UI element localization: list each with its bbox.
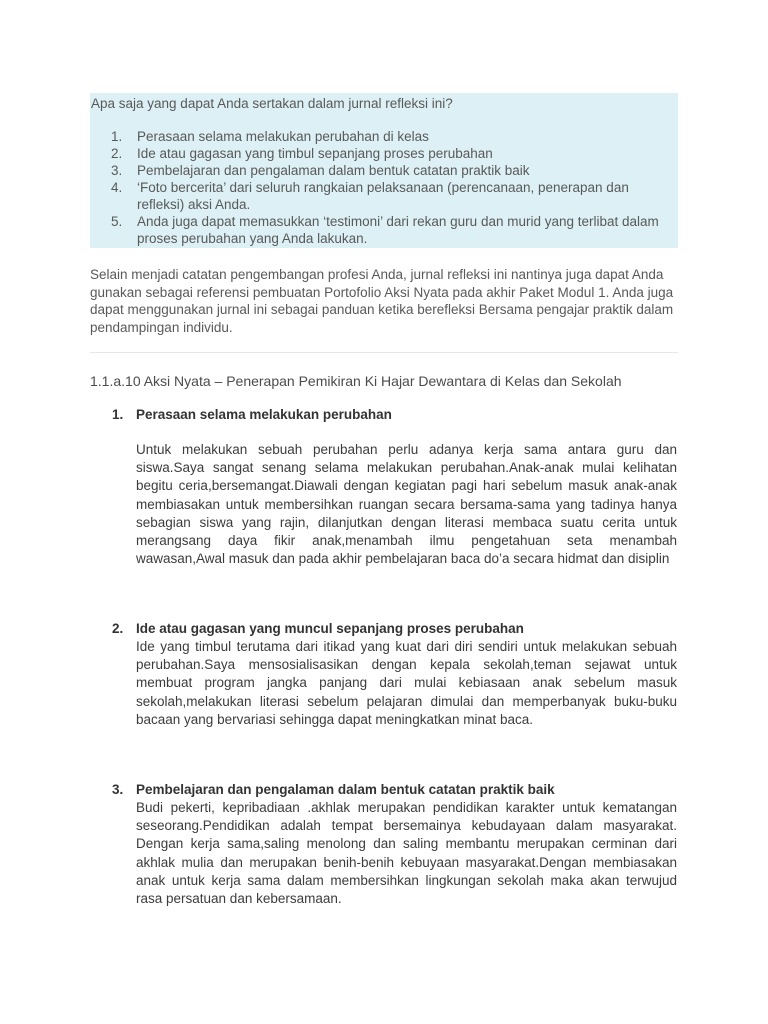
section-title: Pembelajaran dan pengalaman dalam bentuk catatan praktik baik (136, 782, 555, 797)
list-text: ‘Foto bercerita’ dari seluruh rangkaian pelaksanaan (perencanaan, penerapan dan refleksi) aksi Anda. (137, 180, 629, 212)
callout-list-item (90, 213, 678, 247)
list-number: 3. (111, 163, 123, 178)
reflection-callout-box (90, 93, 678, 248)
list-text: Ide atau gagasan yang timbul sepanjang proses perubahan (137, 146, 493, 161)
list-text: Perasaan selama melakukan perubahan di kelas (137, 129, 429, 144)
section-number: 1. (112, 407, 124, 422)
callout-question: Apa saja yang dapat Anda sertakan dalam jurnal refleksi ini? (91, 96, 453, 111)
section-number: 2. (112, 621, 124, 636)
document-subtitle: 1.1.a.10 Aksi Nyata – Penerapan Pemikiran Ki Hajar Dewantara di Kelas dan Sekolah (90, 373, 622, 389)
section-title: Ide atau gagasan yang muncul sepanjang proses perubahan (136, 621, 524, 636)
section-body: Ide yang timbul terutama dari itikad yang kuat dari diri sendiri untuk melakukan sebuah perubahan.Saya mensosialisasikan dengan kepala sekolah,teman sejawat untuk membuat program jangka panjang dari mulai kebiasaan anak sebelum masuk sekolah,melakukan literasi sebelum pelajaran dimulai dan memperbanyak buku-buku bacaan yang bervariasi sehingga dapat meningkatkan minat baca. (136, 639, 677, 727)
section-title: Perasaan selama melakukan perubahan (136, 407, 392, 422)
list-number: 2. (111, 146, 123, 161)
callout-list-item (90, 162, 678, 179)
callout-list-item (90, 128, 678, 145)
list-text: Anda juga dapat memasukkan ‘testimoni’ dari rekan guru dan murid yang terlibat dalam proses perubahan yang Anda lakukan. (137, 214, 659, 246)
callout-list-item (90, 145, 678, 162)
section-body: Untuk melakukan sebuah perubahan perlu adanya kerja sama antara guru dan siswa.Saya sangat senang selama melakukan perubahan.Anak-anak mulai kelihatan begitu ceria,bersemangat.Diawali dengan kegiatan pagi hari sebelum masuk anak-anak membiasakan untuk membersihkan ruangan secara bersama-sama yang tadinya hanya sebagian siswa yang rajin, dilanjutkan dengan literasi membaca suatu cerita untuk merangsang daya fikir anak,menambah ilmu pengetahuan seta menambah wawasan,Awal masuk dan pada akhir pembelajaran baca do’a secara hidmat dan disiplin (136, 442, 677, 567)
callout-list-item (90, 179, 678, 213)
list-number: 1. (111, 129, 123, 144)
callout-list (90, 128, 678, 247)
list-number: 5. (111, 214, 123, 229)
intro-paragraph: Selain menjadi catatan pengembangan profesi Anda, jurnal refleksi ini nantinya juga dapat Anda gunakan sebagai referensi pembuatan Portofolio Aksi Nyata pada akhir Paket Modul 1. Anda juga dapat menggunakan jurnal ini sebagai panduan ketika berefleksi Bersama pengajar praktik dalam pendampingan individu. (90, 267, 674, 335)
section-divider (90, 352, 678, 353)
list-number: 4. (111, 180, 123, 195)
section-number: 3. (112, 782, 124, 797)
list-text: Pembelajaran dan pengalaman dalam bentuk catatan praktik baik (137, 163, 530, 178)
section-body: Budi pekerti, kepribadiaan .akhlak merupakan pendidikan karakter untuk kematangan seseorang.Pendidikan adalah tempat bersemainya kebudayaan dalam masyarakat. Dengan kerja sama,saling menolong dan saling membantu merupakan cerminan dari akhlak mulia dan merupakan benih-benih kebuyaan masyarakat.Dengan membiasakan anak untuk kerja sama dalam membersihkan lingkungan sekolah maka akan terwujud rasa persatuan dan kebersamaan. (136, 800, 677, 907)
